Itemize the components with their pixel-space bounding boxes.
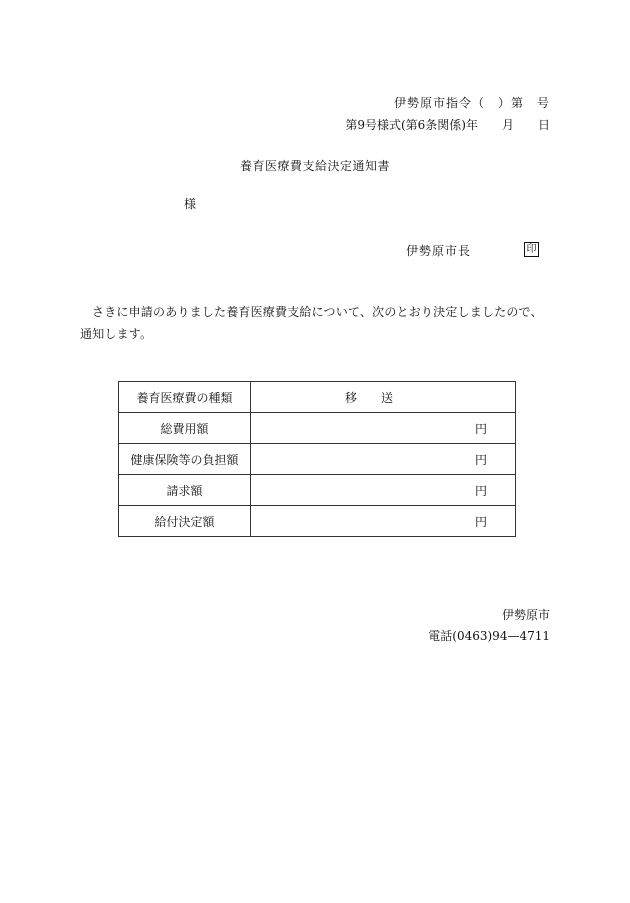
table-row	[119, 475, 516, 506]
document-title: 養育医療費支給決定通知書	[239, 159, 390, 173]
row-value: 円	[251, 444, 516, 475]
seal-stamp: 印	[524, 242, 539, 257]
addressee-suffix: 様	[184, 197, 197, 211]
issuer-mayor: 伊勢原市長	[406, 244, 472, 258]
notice-body-text: さきに申請のありました養育医療費支給について、次のとおり決定しましたので、通知します。	[80, 305, 543, 341]
row-label: 養育医療費の種類	[119, 382, 251, 413]
row-value: 円	[251, 475, 516, 506]
row-label: 総費用額	[119, 413, 251, 444]
row-label: 請求額	[119, 475, 251, 506]
table-row	[119, 413, 516, 444]
amount-table	[118, 381, 516, 537]
reference-number: 伊勢原市指令（ ）第 号	[393, 96, 550, 110]
row-value: 円	[251, 506, 516, 537]
table-row	[119, 382, 516, 413]
issuer-city: 伊勢原市	[501, 608, 550, 622]
row-label: 健康保険等の負担額	[119, 444, 251, 475]
table-row	[119, 506, 516, 537]
row-value: 円	[251, 413, 516, 444]
form-number-date: 第9号様式(第6条関係)年 月 日	[345, 118, 550, 132]
contact-phone: 電話(0463)94—4711	[428, 629, 550, 643]
row-value: 移 送	[251, 382, 516, 413]
row-label: 給付決定額	[119, 506, 251, 537]
table-row	[119, 444, 516, 475]
